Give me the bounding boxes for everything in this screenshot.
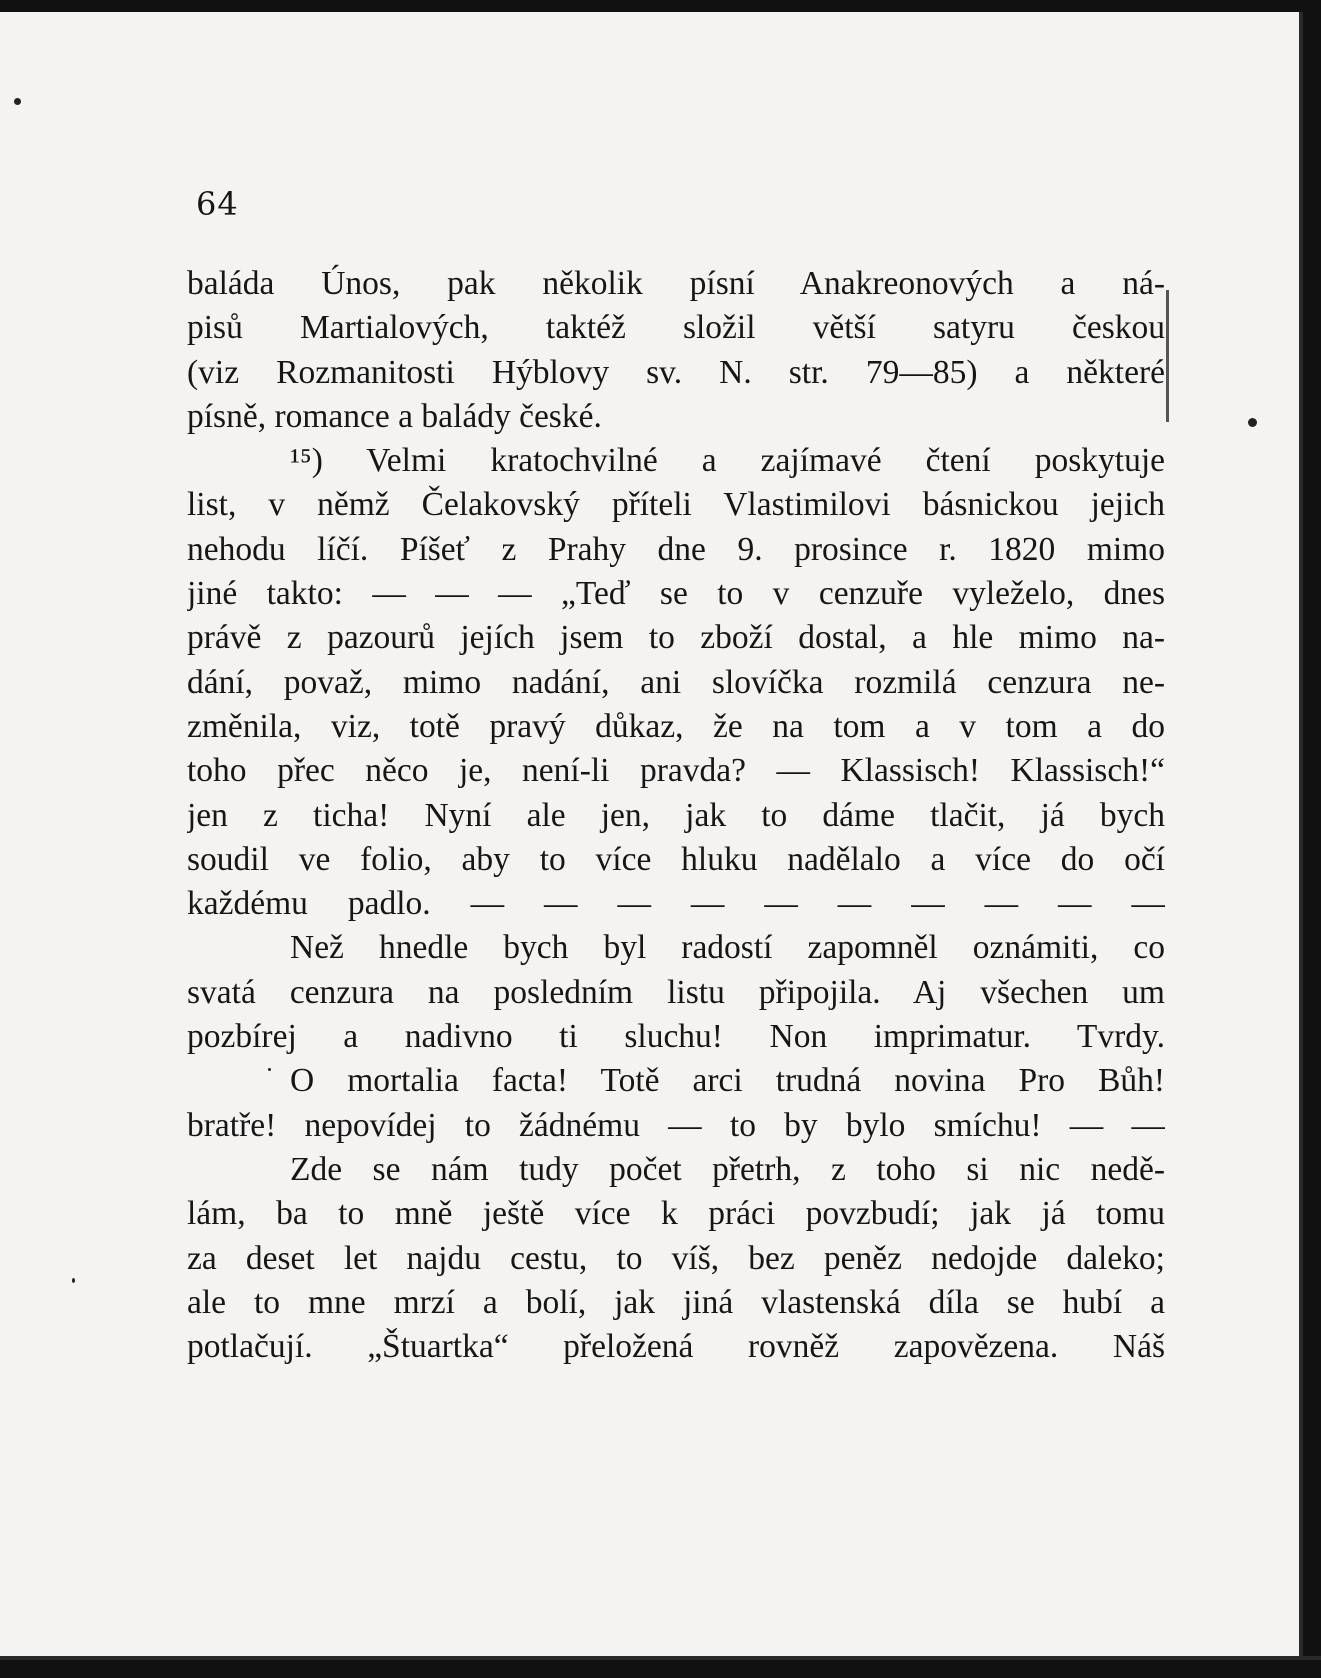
text-line: bratře! nepovídej to žádnému — to by bylo smíchu! — — (187, 1106, 1165, 1144)
text-line: dání, považ, mimo nadání, ani slovíčka rozmilá cenzura ne- (187, 663, 1165, 701)
scan-border-right (1303, 0, 1321, 1678)
scan-border-bottom (0, 1660, 1321, 1678)
text-line: pisů Martialových, taktéž složil větší satyru českou (187, 309, 1165, 347)
text-line: jen z ticha! Nyní ale jen, jak to dáme tlačit, já bych (187, 796, 1165, 834)
page-number: 64 (196, 185, 239, 223)
scan-border-right-shadow (1299, 12, 1303, 1678)
text-line: právě z pazourů jejích jsem to zboží dostal, a hle mimo na- (187, 619, 1165, 657)
text-line: Zde se nám tudy počet přetrh, z toho si nic nedě- (290, 1150, 1165, 1188)
text-line: list, v němž Čelakovský příteli Vlastimilovi básnickou jejich (187, 486, 1165, 524)
scan-speck (1248, 418, 1257, 427)
text-line: jiné takto: — — — „Teď se to v cenzuře vyleželo, dnes (187, 575, 1165, 613)
body-text (187, 262, 1165, 1369)
text-line: soudil ve folio, aby to více hluku nadělalo a více do očí (187, 840, 1165, 878)
text-line: potlačují. „Štuartka“ přeložená rovněž zapovězena. Náš (187, 1328, 1165, 1366)
text-line: baláda Únos, pak několik písní Anakreonových a ná- (187, 265, 1165, 302)
text-line: nehodu líčí. Píšeť z Prahy dne 9. prosince r. 1820 mimo (187, 530, 1165, 568)
text-line: ale to mne mrzí a bolí, jak jiná vlastenská díla se hubí a (187, 1283, 1165, 1321)
scan-speck (14, 98, 21, 105)
text-line: pozbírej a nadivno ti sluchu! Non imprimatur. Tvrdy. (187, 1018, 1165, 1056)
footnote-line: ¹⁵) Velmi kratochvilné a zajímavé čtení poskytuje (290, 442, 1165, 480)
text-line: Než hnedle bych byl radostí zapomněl oznámiti, co (290, 929, 1165, 967)
scan-border-top (0, 0, 1321, 12)
text-line: lám, ba to mně ještě více k práci povzbudí; jak já tomu (187, 1195, 1165, 1233)
scan-speck (72, 1278, 75, 1283)
text-line: (viz Rozmanitosti Hýblovy sv. N. str. 79—85) a některé (187, 353, 1165, 391)
text-line: písně, romance a balády české. (187, 397, 602, 435)
text-line: za deset let najdu cestu, to víš, bez peněz nedojde daleko; (187, 1239, 1165, 1277)
scan-border-bottom-shadow (0, 1656, 1321, 1660)
text-line: toho přec něco je, není-li pravda? — Klassisch! Klassisch!“ (187, 752, 1165, 790)
text-line: O mortalia facta! Totě arci trudná novina Pro Bůh! (290, 1062, 1165, 1100)
text-line: každému padlo. — — — — — — — — — — (187, 885, 1165, 923)
text-line: svatá cenzura na posledním listu připojila. Aj všechen um (187, 973, 1165, 1011)
margin-mark (1166, 290, 1169, 422)
text-line: změnila, viz, totě pravý důkaz, že na tom a v tom a do (187, 707, 1165, 745)
